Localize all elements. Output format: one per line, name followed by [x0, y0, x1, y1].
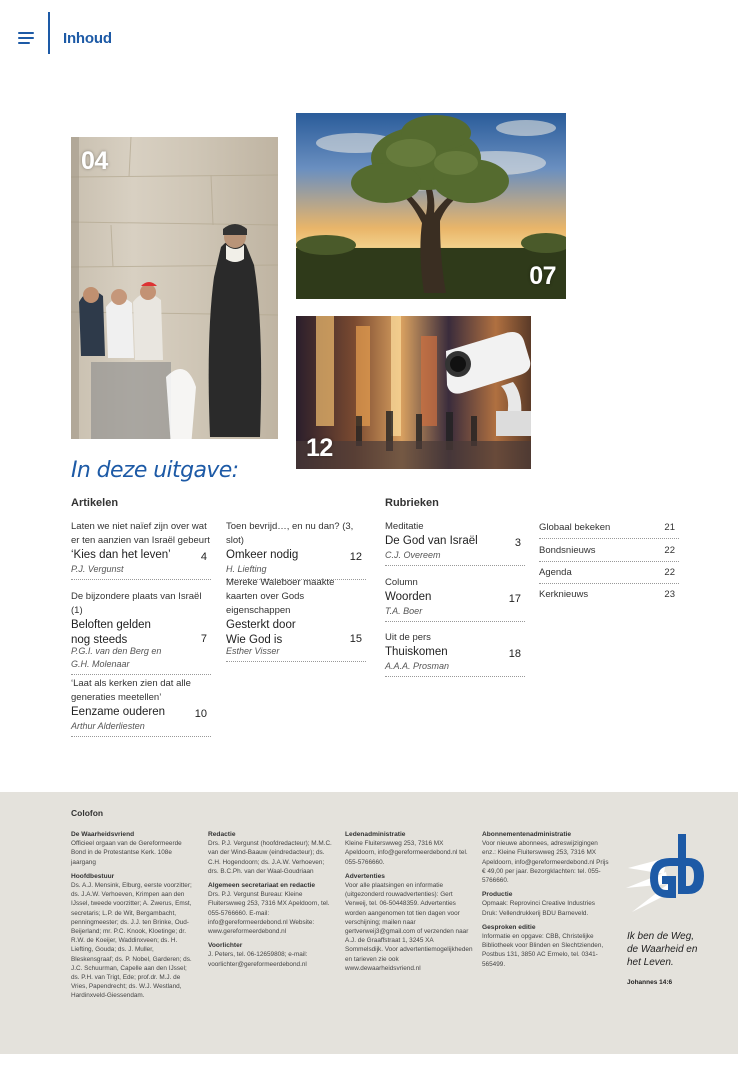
rubric-page: 22: [664, 567, 675, 578]
colofon-subheading: Redactie: [208, 831, 236, 838]
colofon-text: Opmaak: Reprovinci Creative Industries Druk: Vellendrukkerij BDU Barneveld.: [482, 900, 595, 917]
colofon-text: Drs. P.J. Vergunst Bureau: Kleine Fluiterswweg 253, 7316 MX Apeldoorn, tel. 055-5766660. E-mail: info@gereformeerdebond.nl Website: www.gereformeerdebond.nl: [208, 891, 330, 936]
colofon-text: Voor alle plaatsingen en informatie (uitgezonderd rouwadvertenties): Gert Verweij, tel. 06-50448359. Advertenties worden aangenomen tot tien dagen voor verschijning; mailen naar gertverweij3@gmail.com of verzenden naar A.J. de Graaffstraat 1, 3245 XA Sommelsdijk. Voor advertentiemogelijkheden en tarieven zie ook www.dewaarheidsvriend.nl: [345, 882, 473, 972]
colofon-subheading: Advertenties: [345, 872, 385, 880]
toc-entry[interactable]: [385, 576, 525, 622]
entry-title: Omkeer nodig: [226, 549, 299, 561]
colofon-subheading: Voorlichter: [208, 942, 243, 950]
entry-intro: Uit de pers: [385, 632, 431, 643]
photo-western-wall[interactable]: [71, 137, 278, 439]
colofon-subheading: Abonnementenadministratie: [482, 831, 572, 838]
entry-intro: De bijzondere plaats van Israël (1): [71, 591, 202, 616]
colofon-text: Informatie en opgave: CBB, Christelijke Bibliotheek voor Blinden en Slechtzienden, Postbus 131, 3850 AC Ermelo, tel. 0341-565499.: [482, 933, 604, 968]
motto-reference: Johannes 14:6: [627, 979, 673, 986]
toc-entry[interactable]: [71, 677, 211, 737]
entry-page: 15: [349, 633, 362, 645]
olive-tree-illustration: [296, 113, 566, 299]
toc-entry[interactable]: [226, 520, 366, 580]
entry-page: 12: [349, 551, 362, 563]
colofon-subheading: Hoofdbestuur: [71, 872, 115, 880]
entry-intro: Toen bevrijd…, en nu dan? (3, slot): [226, 521, 354, 546]
entry-title: De God van Israël: [385, 535, 478, 547]
entry-title: Woorden: [385, 591, 432, 603]
toc-entry[interactable]: [226, 576, 366, 662]
edition-title: In deze uitgave:: [71, 458, 239, 483]
photo-surveillance-camera[interactable]: [296, 316, 531, 469]
entry-author: A.A.A. Prosman: [385, 661, 450, 671]
colofon-heading: Colofon: [71, 808, 104, 818]
colofon-text: Voor nieuwe abonnees, adreswijzigingen enz.: Kleine Fluiterswweg 253, 7316 MX Apeldoorn, info@gereformeerdebond.nl Prijs € 49,00 per jaar. Bezorgklachten: tel. 055-5766660.: [482, 840, 609, 885]
entry-author: T.A. Boer: [385, 606, 423, 616]
photo-olive-tree[interactable]: [296, 113, 566, 299]
colofon-column-1: [71, 830, 197, 1001]
motto: Ik ben de Weg, de Waarheid en het Leven.: [627, 931, 698, 968]
entry-page: 3: [514, 537, 521, 549]
rubric-label: Agenda: [539, 567, 572, 578]
menu-icon[interactable]: [18, 32, 34, 44]
toc-entry[interactable]: [71, 520, 211, 580]
entry-author: Arthur Alderliesten: [71, 721, 145, 731]
toc-rubric-row[interactable]: [539, 522, 679, 539]
entry-page: 17: [508, 593, 521, 605]
colofon-subheading: Algemeen secretariaat en redactie: [208, 882, 316, 890]
entry-title: Gesterkt door Wie God is: [226, 619, 296, 646]
rubrieken-heading: Rubrieken: [385, 497, 439, 509]
colofon-text: Officieel orgaan van de Gereformeerde Bond in de Protestantse Kerk. 108e jaargang: [71, 840, 182, 866]
colofon-text: J. Peters, tel. 06-12659808; e-mail: voorlichter@gereformeerdebond.nl: [208, 951, 308, 968]
photo-number: 12: [306, 434, 333, 462]
entry-page: 18: [508, 648, 521, 660]
toc-rubric-row[interactable]: [539, 589, 679, 605]
entry-title: ‘Kies dan het leven’: [71, 549, 171, 561]
entry-intro: Meditatie: [385, 521, 424, 532]
entry-intro: Column: [385, 577, 418, 588]
artikelen-heading: Artikelen: [71, 497, 119, 509]
rubric-page: 21: [664, 522, 675, 533]
entry-author: P.G.I. van den Berg en G.H. Molenaar: [71, 646, 162, 669]
page-title: Inhoud: [63, 30, 112, 47]
colofon-text: Drs. P.J. Vergunst (hoofdredacteur); M.M.C. van der Wind-Baauw (eindredacteur); ds. C.H. Hogendoorn; ds. J.A.W. Verhoeven; drs. B.C.Ph. van der Waal-Goudriaan: [208, 840, 332, 875]
rubric-page: 22: [664, 545, 675, 556]
header-divider: [48, 12, 50, 54]
entry-author: Esther Visser: [226, 646, 280, 656]
rubric-page: 23: [664, 589, 675, 600]
western-wall-illustration: [71, 137, 278, 439]
gereformeerde-bond-logo: [626, 828, 706, 918]
toc-rubric-row[interactable]: [539, 545, 679, 562]
colofon-subheading: Productie: [482, 891, 513, 899]
entry-title: Eenzame ouderen: [71, 706, 165, 718]
colofon-subheading: Ledenadministratie: [345, 831, 406, 838]
entry-author: H. Liefting: [226, 564, 267, 574]
entry-intro: Laten we niet naïef zijn over wat er ten aanzien van Israël gebeurt: [71, 521, 210, 546]
entry-title: Thuiskomen: [385, 646, 448, 658]
entry-author: C.J. Overeem: [385, 550, 441, 560]
colofon-column-4: [482, 830, 610, 969]
rubric-label: Kerknieuws: [539, 589, 589, 600]
colofon-text: Kleine Fluiterswweg 253, 7316 MX Apeldoorn, info@gereformeerdebond.nl tel. 055-5766660.: [345, 840, 468, 866]
entry-page: 10: [194, 708, 207, 720]
colofon-column-3: [345, 830, 473, 973]
toc-entry[interactable]: [385, 631, 525, 677]
photo-number: 04: [81, 147, 108, 175]
rubric-label: Globaal bekeken: [539, 522, 611, 533]
entry-page: 4: [200, 551, 207, 563]
toc-rubric-row[interactable]: [539, 567, 679, 584]
entry-page: 7: [200, 633, 207, 645]
colofon-subheading: Gesproken editie: [482, 923, 536, 931]
colofon-text: Ds. A.J. Mensink, Elburg, eerste voorzitter; ds. J.A.W. Verhoeven, Krimpen aan den IJssel, tweede voorzitter; A. Zwerus, Emst, secretaris; L.P. de Wit, Bergambacht, penningmeester; ds. J.J. ten Brinke, Oud-Beijerland; mr. P.C. Knook, Kloetinge; dr. R.W. de Koeijer, Waddinxveen; ds. H. Liefting, Gouda; ds. J. Muller, Bleskensgraaf; ds. P. Nobel, Garderen; ds. J.C. Schuurman, Capelle aan den IJssel; ds. P.H. van Trigt, Ede; prof.dr. M.J. de Vries, Papendrecht; ds. W.J. Westland, Hardinxveld-Giessendam.: [71, 882, 192, 1000]
rubric-label: Bondsnieuws: [539, 545, 596, 556]
entry-author: P.J. Vergunst: [71, 564, 124, 574]
colofon-subheading: De Waarheidsvriend: [71, 831, 135, 838]
toc-entry[interactable]: [71, 590, 211, 675]
entry-intro: ‘Laat als kerken zien dat alle generaties meetellen’: [71, 678, 191, 703]
photo-number: 07: [529, 262, 556, 290]
entry-intro: Mereke Waleboer maakte kaarten over Gods eigenschappen: [226, 577, 335, 616]
entry-title: Beloften gelden nog steeds: [71, 619, 151, 646]
toc-entry[interactable]: [385, 520, 525, 566]
colofon-column-2: [208, 830, 336, 969]
